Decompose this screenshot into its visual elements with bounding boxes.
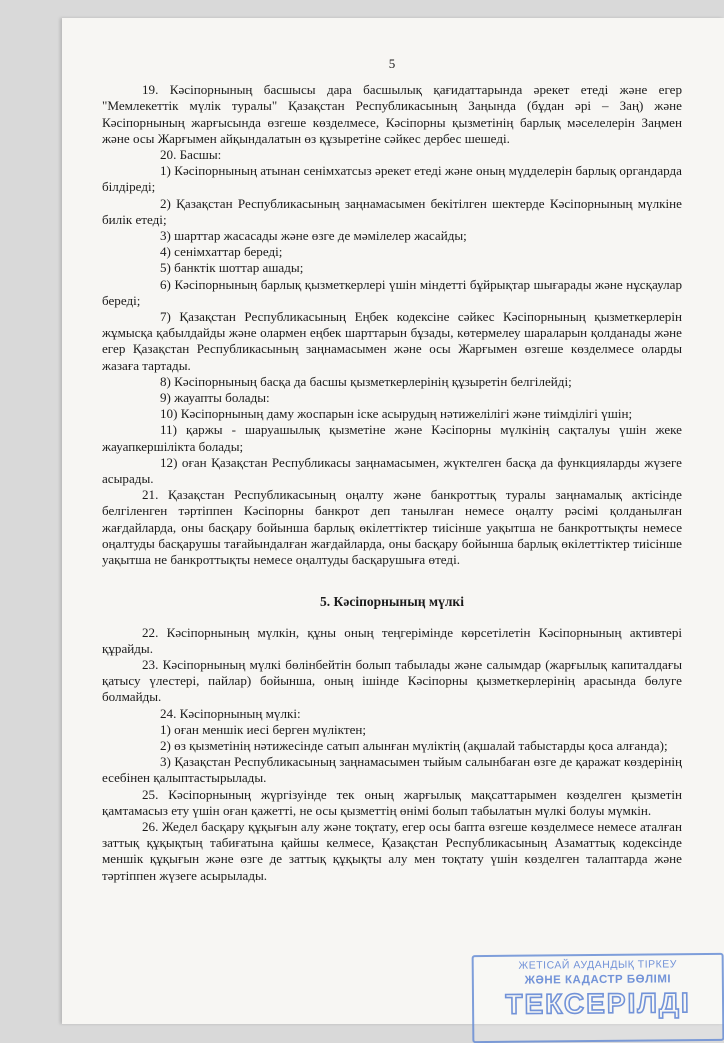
list-item: 11) қаржы - шаруашылық қызметіне және Кәсіпорны мүлкінің сақталуы үшін жеке жауапкершілікта болады; <box>102 422 682 454</box>
list-item: 10) Кәсіпорнының даму жоспарын іске асырудың нәтижелілігі және тиімділігі үшін; <box>160 406 633 422</box>
list-item: 5) банктік шоттар ашады; <box>160 260 304 276</box>
list-item: 2) өз қызметінің нәтижесінде сатып алынған мүліктің (ақшалай табыстарды қоса алғанда); <box>160 737 668 753</box>
list-item: 2) Қазақстан Республикасының заңнамасымен бекітілген шектерде Кәсіпорнының мүлкіне билік етеді; <box>102 195 682 227</box>
list-item: 1) Кәсіпорнының атынан сенімхатсыз әрекет етеді және оның мүдделерін барлық органдарда білдіреді; <box>102 163 682 195</box>
stamp-line-1: ЖЕТІСАЙ АУДАНДЫҚ ТІРКЕУ <box>518 958 677 972</box>
paragraph-23: 23. Кәсіпорнының мүлкі бөлінбейтін болып табылады және салымдар (жарғылық капиталдағы қатысу үлестері, пайлар) бойынша, оның ішінде Кәсіпорны қызметкерлерінің арасында бөлуге болмайды. <box>102 656 682 705</box>
list-item: 1) оған меншік иесі берген мүліктен; <box>160 721 367 737</box>
stamp-line-3: ТЕКСЕРІЛДІ <box>505 987 691 1020</box>
list-item: 4) сенімхаттар береді; <box>160 244 283 260</box>
paragraph-22: 22. Кәсіпорнының мүлкін, құны оның теңгерімінде көрсетілетін Кәсіпорнының активтері құрайды. <box>102 624 682 656</box>
paragraph-19: 19. Кәсіпорнының басшысы дара басшылық қағидаттарында әрекет етеді және егер "Мемлекеттік мүлік туралы" Қазақстан Республикасының Заңында (бұдан әрі – Заң) және Кәсіпорнының жарғысында өзгеше көзделмесе, Кәсіпорны қызметінің барлық мәселелерін Заңмен және осы Жарғымен айқындалатын өз құзыретіне сәйкес дербес шешеді. <box>102 82 682 146</box>
list-item: 7) Қазақстан Республикасының Еңбек кодексіне сәйкес Кәсіпорнының қызметкерлерін жұмысқа қабылдайды және олармен еңбек шарттарын бұзады, көтермелеу шараларын қолданады және егер Қазақстан Республикасының заңнамасымен және осы Жарғымен өзгеше көзделмесе оларды жазаға тартады. <box>102 309 682 373</box>
list-item: 3) Қазақстан Республикасының заңнамасымен тыйым салынбаған өзге де қаражат көздерінің есебінен қалыптастырылады. <box>102 754 682 786</box>
list-item: 6) Кәсіпорнының барлық қызметкерлері үшін міндетті бұйрықтар шығарады және нұсқаулар береді; <box>102 276 682 308</box>
page-content <box>102 56 682 884</box>
list-item: 9) жауапты болады: <box>160 390 270 406</box>
section-title: 5. Кәсіпорнының мүлкі <box>320 594 464 610</box>
verification-stamp <box>472 953 724 1043</box>
page-number: 5 <box>388 56 396 71</box>
paragraph-24: 24. Кәсіпорнының мүлкі: <box>160 705 301 721</box>
paragraph-26: 26. Жедел басқару құқығын алу және тоқтату, егер осы бапта өзгеше көзделмесе немесе аталған заттық құқықтың табиғатына қайшы келмесе, Қазақстан Республикасының Азаматтық кодексінде меншік құқығын және өзге де заттық құқықты алу мен тоқтату үшін көзделген талаптарда және тәртіппен жүзеге асырылады. <box>102 818 682 883</box>
list-item: 3) шарттар жасасады және өзге де мәмілелер жасайды; <box>160 228 467 244</box>
list-item: 12) оған Қазақстан Республикасы заңнамасымен, жүктелген басқа да функцияларды жүзеге асырады. <box>102 454 682 487</box>
paragraph-25: 25. Кәсіпорнының жүргізуінде тек оның жарғылық мақсаттарымен көзделген қызметін қамтамасыз ету үшін оған қажетті, не осы қызметтің өнімі болып табылатын мүлкі болуы мүмкін. <box>102 786 682 818</box>
document-page <box>62 18 724 1024</box>
paragraph-20: 20. Басшы: <box>160 147 222 163</box>
list-item: 8) Кәсіпорнының басқа да басшы қызметкерлерінің құзыретін белгілейді; <box>160 373 572 389</box>
stamp-line-2: ЖӘНЕ КАДАСТР БӨЛІМІ <box>524 973 672 987</box>
paragraph-21: 21. Қазақстан Республикасының оңалту және банкроттық туралы заңнамалық актісінде белгіленген тәртіппен Кәсіпорны банкрот деп танылған немесе оңалту рәсімі қолданылған жағдайларда, оны басқару бойынша барлық өкілеттіктер тиісінше уақытша не банкроттықты немесе оңалтуды басқарушы тағайындалған жағдайларда, оны басқару бойынша барлық өкілеттіктер тиісінше уақытша не банкроттықты немесе оңалтуды басқарушыға өтеді. <box>102 487 682 568</box>
